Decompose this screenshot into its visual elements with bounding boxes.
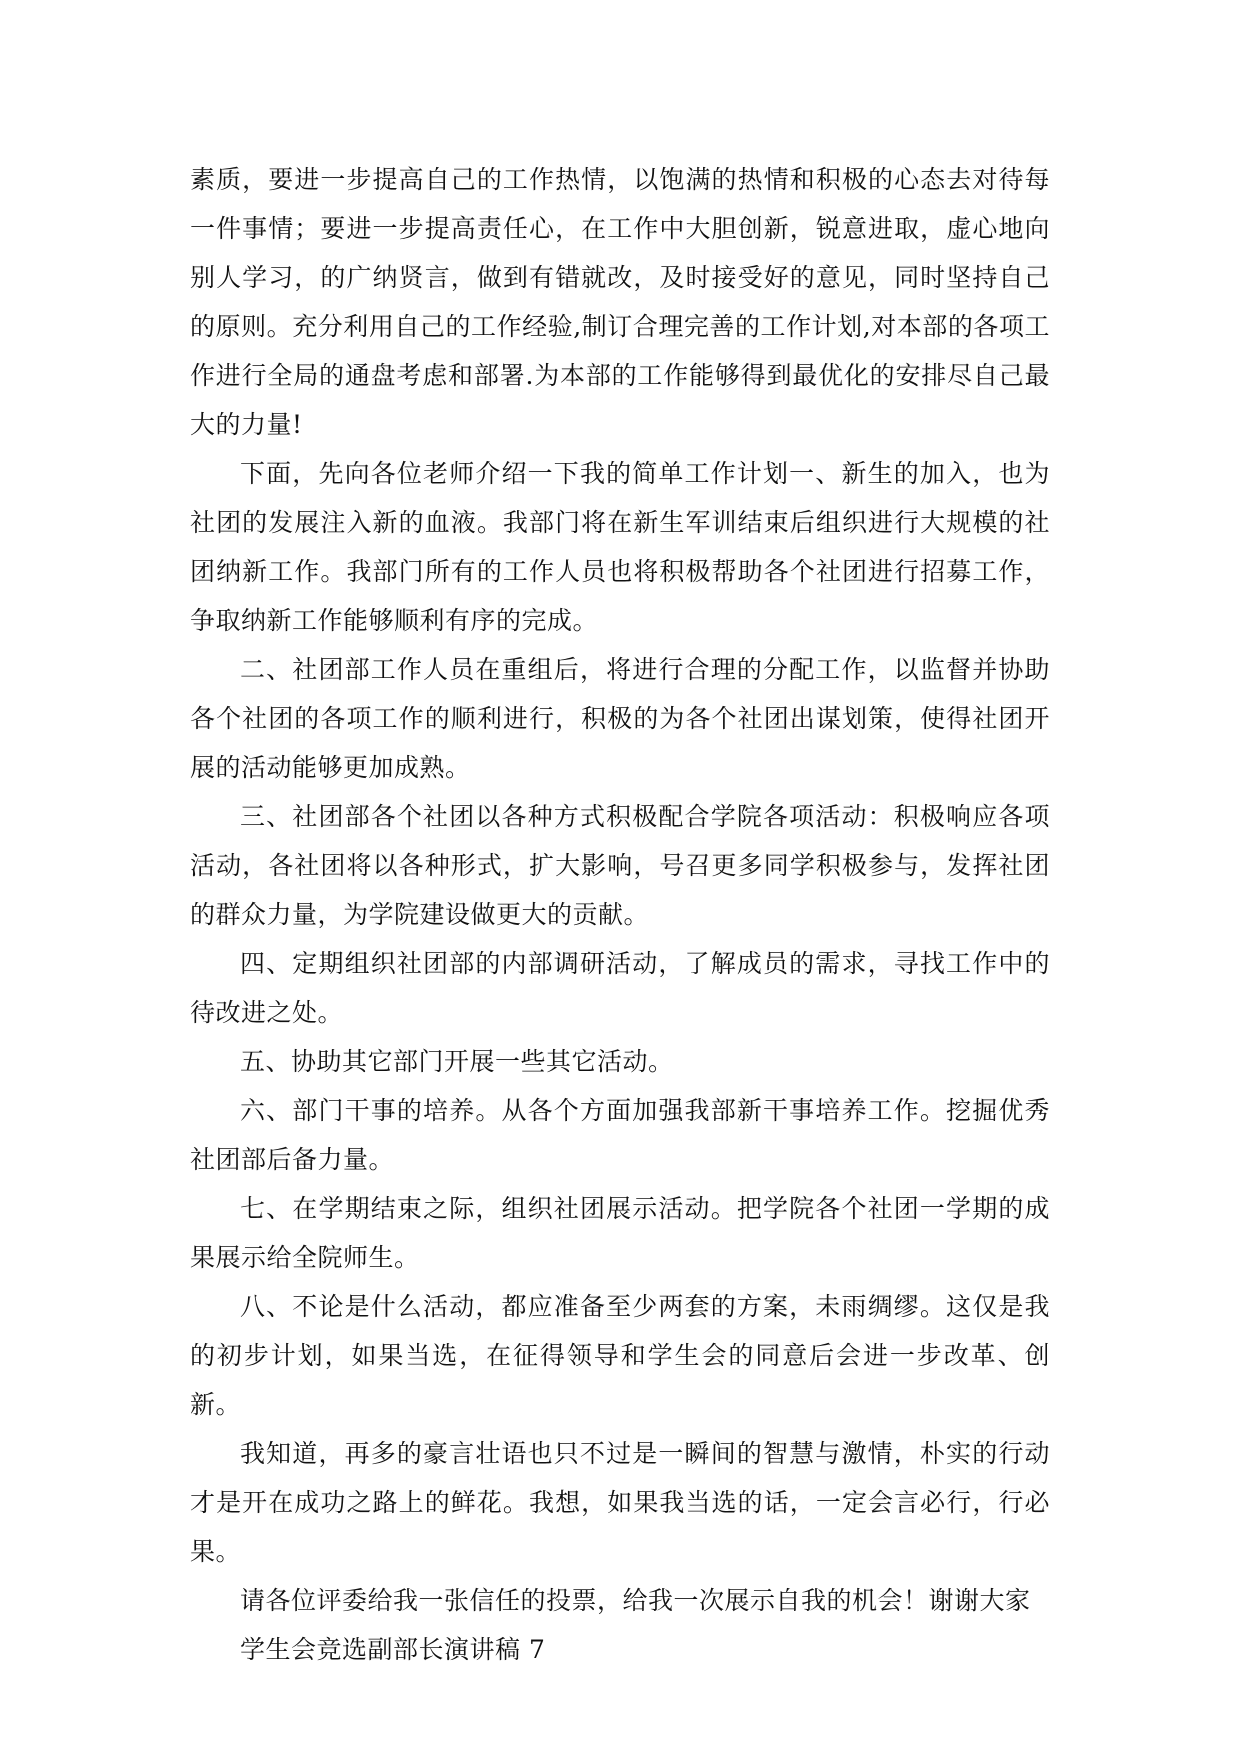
document-body [190,155,1050,1674]
paragraph-plan-item-3: 三、社团部各个社团以各种方式积极配合学院各项活动：积极响应各项活动，各社团将以各种形式，扩大影响，号召更多同学积极参与，发挥社团的群众力量，为学院建设做更大的贡献。 [190,802,1050,929]
paragraph-plan-item-5: 五、协助其它部门开展一些其它活动。 [240,1047,674,1076]
paragraph-closing: 我知道，再多的豪言壮语也只不过是一瞬间的智慧与激情，朴实的行动才是开在成功之路上的鲜花。我想，如果我当选的话，一定会言必行，行必果。 [190,1439,1050,1566]
paragraph-thanks: 请各位评委给我一张信任的投票，给我一次展示自我的机会！谢谢大家 [240,1586,1031,1615]
paragraph-plan-item-4: 四、定期组织社团部的内部调研活动，了解成员的需求，寻找工作中的待改进之处。 [190,949,1050,1027]
paragraph-work-plan-intro: 下面，先向各位老师介绍一下我的简单工作计划一、新生的加入，也为社团的发展注入新的血液。我部门将在新生军训结束后组织进行大规模的社团纳新工作。我部门所有的工作人员也将积极帮助各个社团进行招募工作，争取纳新工作能够顺利有序的完成。 [190,459,1050,635]
paragraph-plan-item-2: 二、社团部工作人员在重组后，将进行合理的分配工作，以监督并协助各个社团的各项工作的顺利进行，积极的为各个社团出谋划策，使得社团开展的活动能够更加成熟。 [190,655,1050,782]
paragraph-plan-item-7: 七、在学期结束之际，组织社团展示活动。把学院各个社团一学期的成果展示给全院师生。 [190,1194,1050,1272]
paragraph-plan-item-6: 六、部门干事的培养。从各个方面加强我部新干事培养工作。挖掘优秀社团部后备力量。 [190,1096,1050,1174]
paragraph-continued: 素质，要进一步提高自己的工作热情，以饱满的热情和积极的心态去对待每一件事情；要进一步提高责任心，在工作中大胆创新，锐意进取，虚心地向别人学习，的广纳贤言，做到有错就改，及时接受好的意见，同时坚持自己的原则。充分利用自己的工作经验,制订合理完善的工作计划,对本部的各项工作进行全局的通盘考虑和部署.为本部的工作能够得到最优化的安排尽自己最大的力量! [190,165,1050,439]
section-heading: 学生会竞选副部长演讲稿 7 [240,1635,546,1664]
paragraph-plan-item-8: 八、不论是什么活动，都应准备至少两套的方案，未雨绸缪。这仅是我的初步计划，如果当选，在征得领导和学生会的同意后会进一步改革、创新。 [190,1292,1050,1419]
